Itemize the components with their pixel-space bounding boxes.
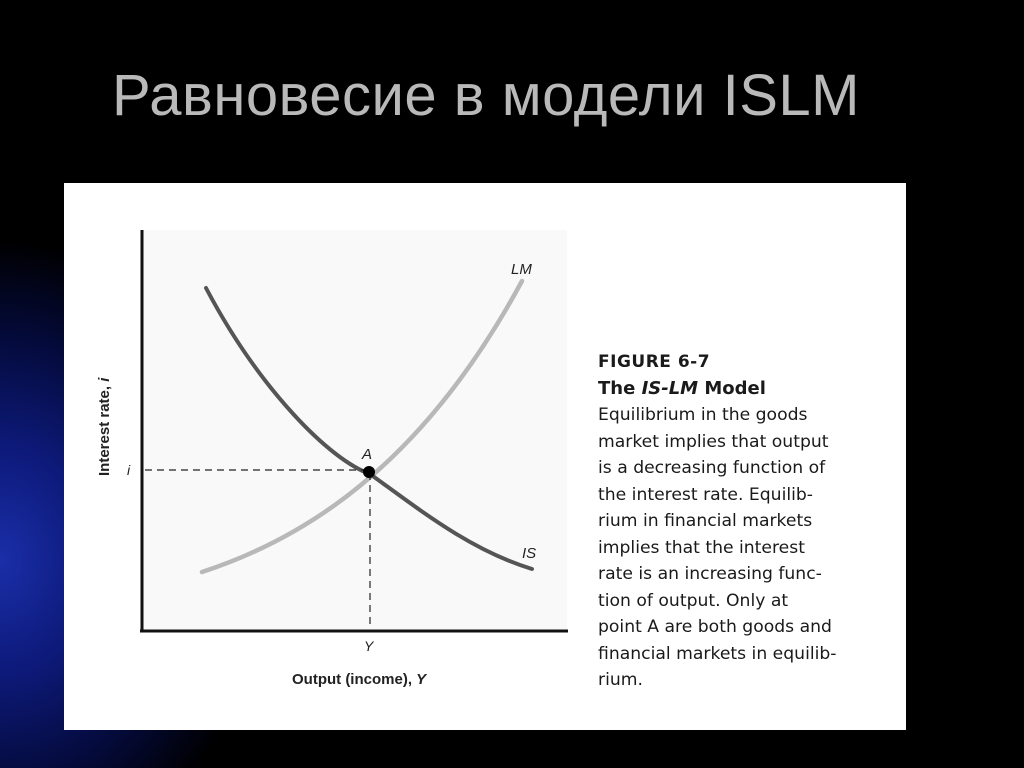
y-axis-title-text: Interest rate, [96, 381, 113, 476]
figure-heading-prefix: The [598, 377, 642, 399]
is-label: IS [522, 545, 537, 562]
caption-line: implies that the interest [598, 537, 805, 558]
caption-line: rium in financial markets [598, 511, 813, 531]
y-axis-title-symbol: i [96, 377, 113, 382]
x-axis-title [292, 671, 428, 688]
figure-caption [598, 349, 858, 694]
x-axis-title-symbol: Y [416, 671, 427, 688]
equilibrium-point-a [363, 466, 375, 478]
figure-heading-model: IS-LM [641, 377, 699, 399]
figure-heading-suffix: Model [698, 377, 766, 399]
x-axis-title-text: Output (income), [292, 671, 417, 688]
i-tick-label: i [127, 462, 131, 478]
slide-title: Равновесие в модели ISLM [112, 63, 860, 128]
point-a-label: A [362, 446, 373, 463]
caption-line: is a decreasing function of [598, 458, 826, 478]
lm-label: LM [511, 261, 532, 278]
caption-line: the interest rate. Equilib- [598, 484, 814, 505]
caption-line: market implies that output [598, 431, 829, 452]
caption-line: point A are both goods and [598, 617, 832, 637]
y-tick-label: Y [364, 638, 374, 654]
caption-line: financial markets in equilib- [598, 643, 837, 664]
caption-line: rate is an increasing func- [598, 564, 822, 584]
caption-line: Equilibrium in the goods [598, 405, 808, 425]
caption-line: tion of output. Only at [598, 590, 789, 611]
y-axis-title [96, 377, 113, 476]
figure-number: FIGURE 6-7 [598, 352, 711, 372]
figure-heading [598, 376, 858, 403]
caption-line: rium. [598, 670, 643, 690]
